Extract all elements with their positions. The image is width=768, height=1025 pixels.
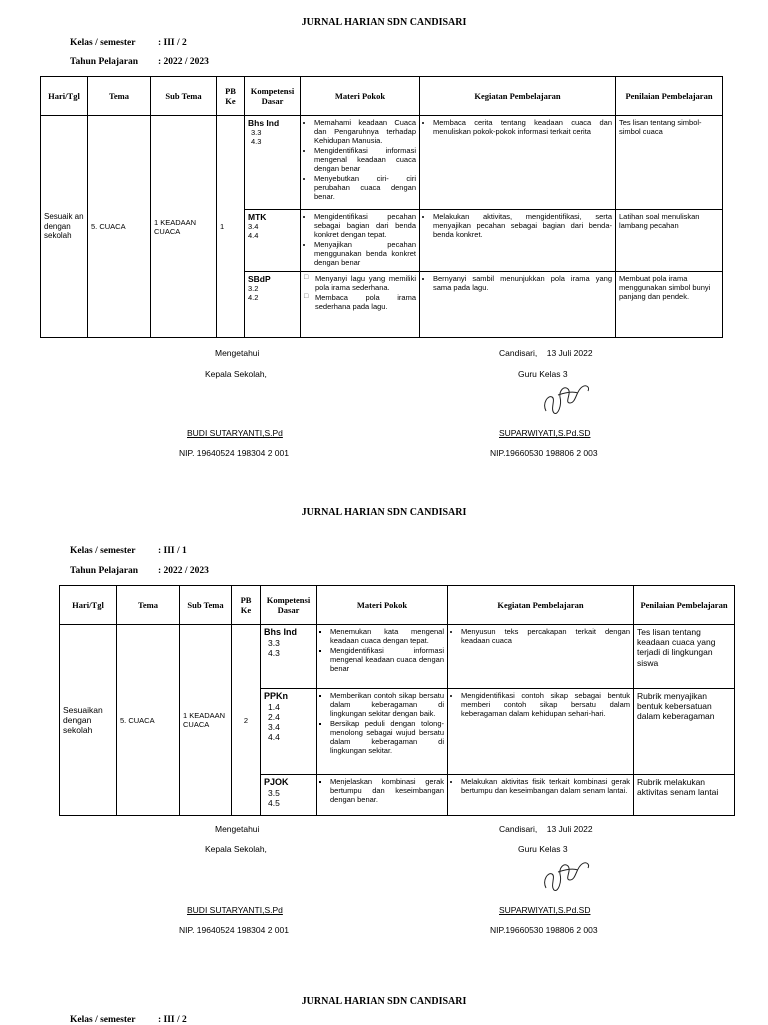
guru-nip: NIP.19660530 198806 2 003 — [490, 925, 598, 935]
subtema-cell: 1 KEADAAN CUACA — [151, 116, 217, 338]
table-row — [60, 625, 735, 689]
kegiatan-cell — [448, 625, 634, 689]
kd-number: 3.4 — [248, 222, 259, 232]
pb-cell: 2 — [232, 625, 261, 816]
kelas-value: : III / 2 — [158, 1015, 187, 1025]
penilaian-cell: Tes lisan tentang simbol-simbol cuaca — [616, 116, 723, 210]
col-penilaian: Penilaian Pembelajaran — [634, 586, 735, 625]
kd-cell — [261, 625, 317, 689]
kepala-nip: NIP. 19640524 198304 2 001 — [179, 925, 289, 935]
col-subtema: Sub Tema — [180, 586, 232, 625]
guru-name: SUPARWIYATI,S.Pd.SD — [499, 428, 591, 438]
materi-item: • Memahami keadaan Cuaca dan Pengaruhnya terhadap Kehidupan Manusia. — [314, 118, 416, 145]
kd-subject: PJOK — [264, 777, 289, 787]
kegiatan-cell — [420, 116, 616, 210]
journal-table — [59, 585, 735, 816]
penilaian-cell: Latihan soal menuliskan lambang pecahan — [616, 210, 723, 272]
materi-item: ▪ Menjelaskan kombinasi gerak bertumpu dan keseimbangan dengan benar. — [330, 777, 444, 804]
guru-name: SUPARWIYATI,S.Pd.SD — [499, 905, 591, 915]
kepala-sekolah-label: Kepala Sekolah, — [205, 369, 267, 379]
table-header-row — [60, 586, 735, 625]
kegiatan-item: • Membaca cerita tentang keadaan cuaca dan menuliskan pokok-pokok informasi terkait cerita — [433, 118, 612, 136]
tahun-label: Tahun Pelajaran — [70, 57, 139, 67]
materi-cell — [301, 210, 420, 272]
materi-cell — [317, 775, 448, 816]
kepala-sekolah-label: Kepala Sekolah, — [205, 844, 267, 854]
materi-item: ▪ Bersikap peduli dengan tolong-menolong sebagai wujud bersatu dalam keberagaman di lingkungan sekitar. — [330, 719, 444, 755]
kelas-label: Kelas / semester — [70, 1015, 136, 1025]
tema-cell: 5. CUACA — [117, 625, 180, 816]
tahun-value: : 2022 / 2023 — [158, 566, 209, 576]
materi-item: ▪ Memberikan contoh sikap bersatu dalam keberagaman di lingkungan sekitar dengan baik. — [330, 691, 444, 718]
kelas-label: Kelas / semester — [70, 546, 136, 556]
kd-subject: SBdP — [248, 274, 271, 284]
kd-subject: Bhs Ind — [248, 118, 280, 128]
col-kd: Kompetensi Dasar — [261, 586, 317, 625]
kd-cell — [245, 272, 301, 338]
col-pb: PB Ke — [217, 77, 245, 116]
kd-number: 4.3 — [251, 137, 262, 147]
kegiatan-cell — [420, 210, 616, 272]
tahun-pelajaran — [70, 566, 209, 576]
col-kd: Kompetensi Dasar — [245, 77, 301, 116]
col-pb: PB Ke — [232, 586, 261, 625]
table-row — [41, 116, 723, 210]
kegiatan-cell — [420, 272, 616, 338]
kelas-label: Kelas / semester — [70, 38, 136, 48]
kegiatan-cell — [448, 775, 634, 816]
journal-title: JURNAL HARIAN SDN CANDISARI — [301, 17, 467, 28]
materi-item: ▪ Mengidentifikasi informasi mengenal keadaan cuaca dengan benar — [330, 646, 444, 673]
kegiatan-item: • Mengidentifikasi contoh sikap sebagai bentuk memberi contoh sikap bersatu dalam keberagaman dalam kehidupan sehari-hari. — [461, 691, 630, 718]
kd-number: 4.2 — [248, 293, 259, 303]
penilaian-cell: Membuat pola irama menggunakan simbol bunyi panjang dan pendek. — [616, 272, 723, 338]
materi-item: □ Menyanyi lagu yang memiliki pola irama sederhana. — [315, 274, 416, 292]
kd-number: 3.2 — [248, 284, 259, 294]
col-kegiatan: Kegiatan Pembelajaran — [420, 77, 616, 116]
col-kegiatan: Kegiatan Pembelajaran — [448, 586, 634, 625]
mengetahui-label: Mengetahui — [215, 824, 260, 834]
hari-cell: Sesuaik an dengan sekolah — [41, 116, 88, 338]
journal-table — [40, 76, 723, 338]
journal-title: JURNAL HARIAN SDN CANDISARI — [301, 507, 467, 518]
kd-cell — [261, 689, 317, 775]
signature-mark — [538, 852, 594, 896]
col-penilaian: Penilaian Pembelajaran — [616, 77, 723, 116]
kepala-nip: NIP. 19640524 198304 2 001 — [179, 448, 289, 458]
penilaian-cell: Rubrik menyajikan bentuk kebersatuan dalam keberagaman — [634, 689, 735, 775]
kelas-value: : III / 2 — [158, 38, 187, 48]
kegiatan-cell — [448, 689, 634, 775]
materi-item: • Menyebutkan ciri- ciri perubahan cuaca dengan benar. — [314, 174, 416, 201]
kd-number: 4.3 — [268, 647, 280, 658]
kelas-value: : III / 1 — [158, 546, 187, 556]
hari-cell: Sesuaikan dengan sekolah — [60, 625, 117, 816]
kd-subject: Bhs Ind — [264, 627, 297, 637]
pb-cell: 1 — [217, 116, 245, 338]
kd-cell — [261, 775, 317, 816]
tema-cell: 5. CUACA — [88, 116, 151, 338]
materi-item: • Mengidentifikasi informasi mengenal keadaan cuaca dengan benar — [314, 146, 416, 173]
penilaian-cell: Tes lisan tentang keadaan cuaca yang terjadi di lingkungan siswa — [634, 625, 735, 689]
materi-cell — [317, 689, 448, 775]
kd-number: 4.4 — [268, 732, 280, 743]
col-subtema: Sub Tema — [151, 77, 217, 116]
kegiatan-item: • Melakukan aktivitas fisik terkait kombinasi gerak bertumpu dan keseimbangan dalam senam lantai. — [461, 777, 630, 795]
col-hari: Hari/Tgl — [60, 586, 117, 625]
kd-subject: PPKn — [264, 691, 289, 701]
kd-number: 3.5 — [268, 787, 280, 798]
kd-number: 1.4 — [268, 701, 280, 712]
materi-item: ▪ Menemukan kata mengenal keadaan cuaca dengan tepat. — [330, 627, 444, 645]
kelas-semester — [70, 546, 187, 556]
col-tema: Tema — [88, 77, 151, 116]
col-tema: Tema — [117, 586, 180, 625]
journal-title: JURNAL HARIAN SDN CANDISARI — [301, 996, 467, 1007]
tahun-value: : 2022 / 2023 — [158, 57, 209, 67]
kd-cell — [245, 116, 301, 210]
materi-cell — [317, 625, 448, 689]
kd-number: 4.5 — [268, 797, 280, 808]
kd-number: 3.3 — [268, 637, 280, 648]
place-date: Candisari, 13 Juli 2022 — [499, 348, 593, 358]
kd-number: 3.4 — [268, 722, 280, 733]
guru-nip: NIP.19660530 198806 2 003 — [490, 448, 598, 458]
kepala-name: BUDI SUTARYANTI,S.Pd — [187, 428, 283, 438]
kd-cell — [245, 210, 301, 272]
materi-item: • Menyajikan pecahan menggunakan benda konkret dengan benar — [314, 240, 416, 267]
materi-cell — [301, 116, 420, 210]
kd-number: 4.4 — [248, 231, 259, 241]
materi-cell — [301, 272, 420, 338]
col-materi: Materi Pokok — [301, 77, 420, 116]
kelas-semester — [70, 38, 187, 48]
kegiatan-item: • Bernyanyi sambil menunjukkan pola irama yang sama pada lagu. — [433, 274, 612, 292]
signature-mark — [538, 375, 594, 419]
penilaian-cell: Rubrik melakukan aktivitas senam lantai — [634, 775, 735, 816]
materi-item: • Mengidentifikasi pecahan sebagai bagian dari benda konkret dengan tepat. — [314, 212, 416, 239]
kd-number: 2.4 — [268, 711, 280, 722]
kepala-name: BUDI SUTARYANTI,S.Pd — [187, 905, 283, 915]
tahun-pelajaran — [70, 57, 209, 67]
kd-subject: MTK — [248, 212, 267, 222]
guru-kelas-label: Guru Kelas 3 — [518, 844, 568, 854]
guru-kelas-label: Guru Kelas 3 — [518, 369, 568, 379]
kd-number: 3.3 — [251, 128, 262, 138]
mengetahui-label: Mengetahui — [215, 348, 260, 358]
tahun-label: Tahun Pelajaran — [70, 566, 139, 576]
kegiatan-item: • Menyusun teks percakapan terkait dengan keadaan cuaca — [461, 627, 630, 645]
table-header-row — [41, 77, 723, 116]
subtema-cell: 1 KEADAAN CUACA — [180, 625, 232, 816]
kegiatan-item: • Melakukan aktivitas, mengidentifikasi, serta menyajikan pecahan sebagai bagian dari benda-benda konkret. — [433, 212, 612, 239]
col-hari: Hari/Tgl — [41, 77, 88, 116]
col-materi: Materi Pokok — [317, 586, 448, 625]
materi-item: □ Membaca pola irama sederhana pada lagu. — [315, 293, 416, 311]
place-date: Candisari, 13 Juli 2022 — [499, 824, 593, 834]
